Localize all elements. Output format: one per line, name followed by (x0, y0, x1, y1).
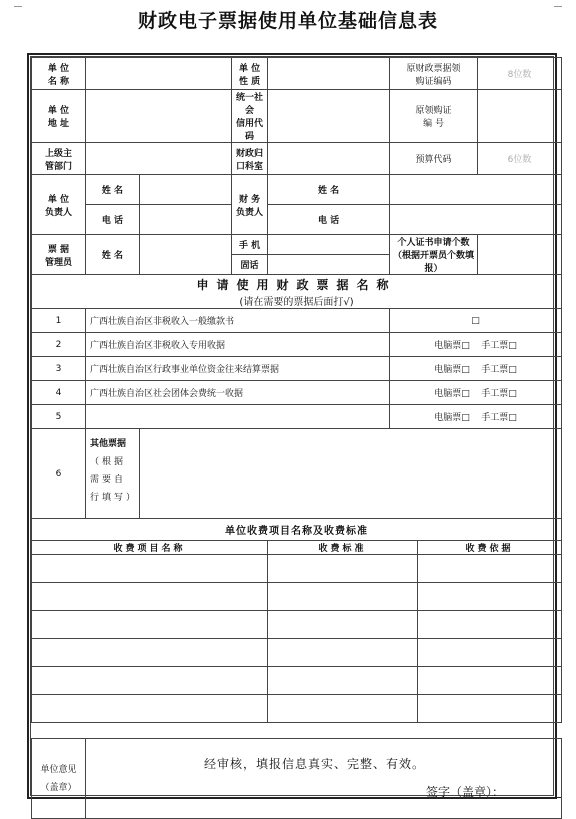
fee-basis-cell[interactable] (418, 639, 562, 667)
spacer-row (32, 723, 562, 739)
fee-name-cell[interactable] (32, 583, 268, 611)
bill-name: 广西壮族自治区社会团体会费统一收据 (86, 381, 390, 405)
manual-checkbox[interactable]: 手工票□ (481, 413, 517, 423)
other-bill-note: （根据需要自行填写） (90, 457, 139, 503)
landline-field[interactable] (268, 255, 390, 275)
unit-nature-field[interactable] (268, 58, 390, 90)
table-row (32, 667, 562, 695)
bill-type-choices (390, 333, 562, 357)
table-row (32, 381, 562, 405)
table-row (32, 309, 562, 333)
elec-checkbox[interactable]: 电脑票□ (434, 341, 470, 351)
label-mobile: 手 机 (232, 235, 268, 255)
fee-standard-cell[interactable] (268, 583, 418, 611)
fee-basis-cell[interactable] (418, 611, 562, 639)
label-fin-name: 姓 名 (268, 175, 390, 205)
label-unit-address: 单 位 地 址 (32, 90, 86, 143)
leader-phone-field[interactable] (140, 205, 232, 235)
label-landline: 固话 (232, 255, 268, 275)
col-fee-name: 收费项目名称 (32, 541, 268, 555)
label-finance-leader: 财 务 负责人 (232, 175, 268, 235)
apply-title: 申请使用财政票据名称 (196, 277, 397, 292)
fin-phone-field[interactable] (390, 205, 562, 235)
fee-basis-cell[interactable] (418, 695, 562, 723)
fee-standard-cell[interactable] (268, 611, 418, 639)
table-row (32, 333, 562, 357)
fee-standard-cell[interactable] (268, 695, 418, 723)
manual-checkbox[interactable]: 手工票□ (481, 365, 517, 375)
leader-name-field[interactable] (140, 175, 232, 205)
opinion-statement: 经审核，填报信息真实、完整、有效。 (204, 757, 426, 771)
fees-title: 单位收费项目名称及收费标准 (32, 519, 562, 541)
unit-name-field[interactable] (86, 58, 232, 90)
table-row (32, 583, 562, 611)
bill-no: 3 (32, 357, 86, 381)
label-leader-name: 姓 名 (86, 175, 140, 205)
finance-office-field[interactable] (268, 143, 390, 175)
credit-code-field[interactable] (268, 90, 390, 143)
label-unit-leader: 单 位 负责人 (32, 175, 86, 235)
other-bill-label (86, 429, 140, 519)
admin-name-field[interactable] (140, 235, 232, 275)
table-row (32, 611, 562, 639)
orig-code-field[interactable]: 8位数 (478, 58, 562, 90)
col-fee-basis: 收费依据 (418, 541, 562, 555)
label-leader-phone: 电 话 (86, 205, 140, 235)
fee-name-cell[interactable] (32, 611, 268, 639)
label-bill-admin: 票 据 管理员 (32, 235, 86, 275)
bill-no: 6 (32, 429, 86, 519)
table-row (32, 405, 562, 429)
bill-name: 广西壮族自治区行政事业单位资金往来结算票据 (86, 357, 390, 381)
fee-standard-cell[interactable] (268, 555, 418, 583)
bill-no: 5 (32, 405, 86, 429)
unit-address-field[interactable] (86, 90, 232, 143)
signature-line[interactable] (520, 797, 562, 798)
label-credit-code: 统一社会 信用代码 (232, 90, 268, 143)
cert-apply-field[interactable] (478, 235, 562, 275)
bill-type-choices (390, 381, 562, 405)
fee-basis-cell[interactable] (418, 555, 562, 583)
fee-name-cell[interactable] (32, 639, 268, 667)
fee-name-cell[interactable] (32, 695, 268, 723)
orig-cert-no-field[interactable] (478, 90, 562, 143)
superior-field[interactable] (86, 143, 232, 175)
label-unit-name: 单 位 名 称 (32, 58, 86, 90)
fin-name-field[interactable] (390, 175, 562, 205)
label-opinion: 单位意见 （盖章） (32, 739, 86, 819)
label-orig-code: 原财政票据领 购证编码 (390, 58, 478, 90)
label-unit-nature: 单 位 性 质 (232, 58, 268, 90)
label-finance-office: 财政归 口科室 (232, 143, 268, 175)
page-title: 财政电子票据使用单位基础信息表 (137, 10, 438, 32)
manual-checkbox[interactable]: 手工票□ (481, 389, 517, 399)
bill-no: 2 (32, 333, 86, 357)
table-row (32, 357, 562, 381)
bill-type-choices (390, 357, 562, 381)
other-bill-title: 其他票据 (90, 439, 127, 449)
signature-label: 签字（盖章）： (426, 785, 505, 799)
label-orig-cert-no: 原领购证 编 号 (390, 90, 478, 143)
label-fin-phone: 电 话 (268, 205, 390, 235)
bill-no: 1 (32, 309, 86, 333)
label-admin-name: 姓 名 (86, 235, 140, 275)
col-fee-standard: 收费标准 (268, 541, 418, 555)
table-row (32, 555, 562, 583)
fee-standard-cell[interactable] (268, 639, 418, 667)
info-form (31, 57, 562, 819)
label-budget-code: 预算代码 (390, 143, 478, 175)
fee-basis-cell[interactable] (418, 583, 562, 611)
elec-checkbox[interactable]: 电脑票□ (434, 413, 470, 423)
fee-name-cell[interactable] (32, 555, 268, 583)
other-bill-field[interactable] (140, 429, 562, 519)
form-frame (27, 53, 557, 799)
label-superior: 上级主 管部门 (32, 143, 86, 175)
elec-checkbox[interactable]: 电脑票□ (434, 365, 470, 375)
budget-code-field[interactable]: 6位数 (478, 143, 562, 175)
manual-checkbox[interactable]: 手工票□ (481, 341, 517, 351)
fee-name-cell[interactable] (32, 667, 268, 695)
bill-name: 广西壮族自治区非税收入一般缴款书 (86, 309, 390, 333)
label-cert-apply: 个人证书申请个数（根据开票员个数填报） (390, 235, 478, 275)
mobile-field[interactable] (268, 235, 390, 255)
fee-standard-cell[interactable] (268, 667, 418, 695)
table-row (32, 695, 562, 723)
fee-basis-cell[interactable] (418, 667, 562, 695)
bill-name: 广西壮族自治区非税收入专用收据 (86, 333, 390, 357)
table-row (32, 639, 562, 667)
bill-type-choices (390, 405, 562, 429)
bill-name[interactable] (86, 405, 390, 429)
apply-subtitle: (请在需要的票据后面打√) (239, 296, 354, 308)
elec-checkbox[interactable]: 电脑票□ (434, 389, 470, 399)
apply-section-header (32, 275, 562, 309)
bill-check-box[interactable]: □ (390, 309, 562, 333)
bill-no: 4 (32, 381, 86, 405)
